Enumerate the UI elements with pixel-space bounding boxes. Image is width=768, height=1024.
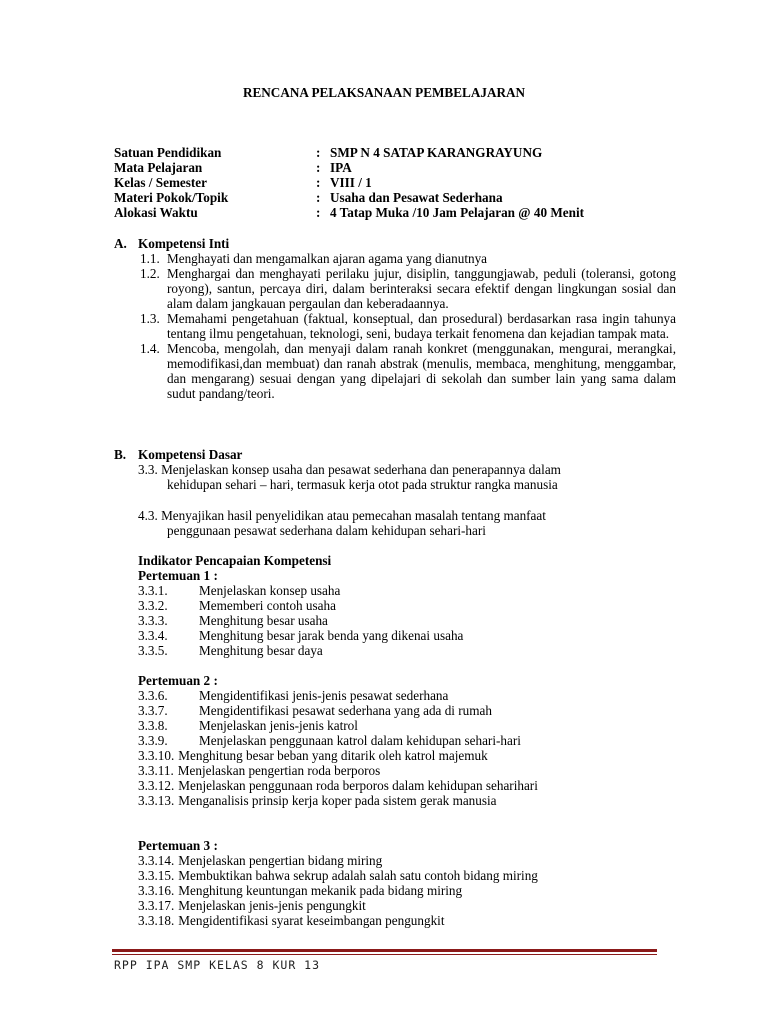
section-title: Kompetensi Dasar [138, 447, 243, 462]
meta-colon: : [316, 205, 321, 220]
indicator-number: 3.3.12. [138, 778, 175, 793]
meta-colon: : [316, 145, 321, 160]
section-heading-kd [114, 447, 242, 462]
indicator-text: Mememberi contoh usaha [199, 598, 336, 613]
meta-label: Alokasi Waktu [114, 205, 198, 220]
section-heading-ki [114, 236, 229, 251]
indicator-text: Menghitung besar beban yang ditarik oleh katrol majemuk [178, 748, 488, 763]
meeting-title: Pertemuan 3 : [138, 838, 218, 853]
kd-line-continued: kehidupan sehari – hari, termasuk kerja otot pada struktur rangka manusia [167, 477, 558, 492]
meta-label: Kelas / Semester [114, 175, 208, 190]
ki-list [140, 251, 676, 401]
kd-item-4-3 [138, 508, 658, 538]
indicator-row [138, 748, 538, 763]
ipk-section [138, 553, 538, 928]
item-text: Menghayati dan mengamalkan ajaran agama yang dianutnya [167, 251, 488, 266]
kd-line: 3.3. Menjelaskan konsep usaha dan pesawat sederhana dan penerapannya dalam [138, 462, 561, 477]
section-letter: B. [114, 447, 127, 462]
item-number: 1.2. [140, 266, 160, 281]
meta-label: Satuan Pendidikan [114, 145, 222, 160]
indicator-number: 3.3.11. [138, 763, 174, 778]
indicator-text: Menjelaskan konsep usaha [199, 583, 341, 598]
indicator-row [138, 913, 538, 928]
indicator-row [138, 898, 538, 913]
page-title: RENCANA PELAKSANAAN PEMBELAJARAN [242, 85, 526, 100]
indicator-number: 3.3.13. [138, 793, 175, 808]
meeting-title: Pertemuan 1 : [138, 568, 218, 583]
indicator-row [138, 883, 538, 898]
indicator-row [138, 763, 538, 778]
indicator-row [138, 598, 538, 613]
meta-row [114, 145, 584, 160]
footer-rule-thin [112, 954, 657, 955]
indicator-number: 3.3.8. [138, 718, 168, 733]
item-text: Memahami pengetahuan (faktual, konseptual, dan prosedural) berdasarkan rasa ingin tahunya tentang ilmu pengetahuan, teknologi, seni, budaya terkait fenomena dan kejadian tampak mata. [167, 311, 676, 341]
indicator-text: Mengidentifikasi syarat keseimbangan pengungkit [178, 913, 445, 928]
meta-label: Materi Pokok/Topik [114, 190, 229, 205]
indicator-row [138, 688, 538, 703]
indicator-text: Menghitung besar daya [199, 643, 323, 658]
kd-item-3-3 [138, 462, 658, 492]
indicator-number: 3.3.4. [138, 628, 168, 643]
meta-label: Mata Pelajaran [114, 160, 203, 175]
indicator-number: 3.3.1. [138, 583, 168, 598]
list-item [140, 311, 676, 341]
spacer [138, 808, 538, 838]
ipk-heading: Indikator Pencapaian Kompetensi [138, 553, 332, 568]
item-number: 1.4. [140, 341, 160, 356]
list-item [140, 341, 676, 401]
item-text: Menghargai dan menghayati perilaku jujur, disiplin, tanggungjawab, peduli (toleransi, gotong royong), santun, percaya diri, dalam berinteraksi secara efektif dengan lingkungan sosial dan alam dalam jangkauan pergaulan dan keberadaannya. [167, 266, 676, 311]
meta-row [114, 205, 584, 220]
indicator-row [138, 733, 538, 748]
indicator-number: 3.3.10. [138, 748, 175, 763]
indicator-row [138, 643, 538, 658]
meta-row [114, 190, 584, 205]
indicator-number: 3.3.3. [138, 613, 168, 628]
list-item [140, 266, 676, 311]
indicator-text: Menjelaskan pengertian roda berporos [177, 763, 381, 778]
indicator-number: 3.3.18. [138, 913, 175, 928]
kd-line: 4.3. Menyajikan hasil penyelidikan atau pemecahan masalah tentang manfaat [138, 508, 546, 523]
indicator-number: 3.3.14. [138, 853, 175, 868]
indicator-text: Menghitung keuntungan mekanik pada bidang miring [178, 883, 463, 898]
indicator-text: Menjelaskan jenis-jenis pengungkit [178, 898, 366, 913]
meta-colon: : [316, 160, 321, 175]
meta-value: VIII / 1 [330, 175, 372, 190]
indicator-number: 3.3.15. [138, 868, 175, 883]
indicator-text: Menjelaskan jenis-jenis katrol [199, 718, 358, 733]
indicator-row [138, 778, 538, 793]
indicator-text: Menjelaskan penggunaan katrol dalam kehidupan sehari-hari [199, 733, 521, 748]
meeting-title: Pertemuan 2 : [138, 673, 218, 688]
indicator-text: Menghitung besar usaha [199, 613, 328, 628]
spacer [138, 658, 538, 673]
meta-value: IPA [330, 160, 352, 175]
kd-line-continued: penggunaan pesawat sederhana dalam kehidupan sehari-hari [167, 523, 486, 538]
identity-table [114, 145, 584, 220]
meta-row [114, 160, 584, 175]
meta-value: SMP N 4 SATAP KARANGRAYUNG [330, 145, 543, 160]
indicator-row [138, 583, 538, 598]
page-footer: RPP IPA SMP KELAS 8 KUR 13 [114, 958, 321, 972]
indicator-number: 3.3.5. [138, 643, 168, 658]
indicator-row [138, 703, 538, 718]
indicator-number: 3.3.17. [138, 898, 175, 913]
indicator-row [138, 793, 538, 808]
indicator-text: Mengidentifikasi pesawat sederhana yang ada di rumah [199, 703, 492, 718]
indicator-number: 3.3.2. [138, 598, 168, 613]
indicator-row [138, 868, 538, 883]
indicator-row [138, 613, 538, 628]
section-letter: A. [114, 236, 127, 251]
footer-rule [112, 949, 657, 952]
indicator-text: Membuktikan bahwa sekrup adalah salah satu contoh bidang miring [178, 868, 538, 883]
item-number: 1.3. [140, 311, 160, 326]
indicator-number: 3.3.6. [138, 688, 168, 703]
indicator-text: Menghitung besar jarak benda yang dikenai usaha [199, 628, 464, 643]
indicator-text: Menganalisis prinsip kerja koper pada sistem gerak manusia [178, 793, 497, 808]
indicator-row [138, 718, 538, 733]
meta-value: 4 Tatap Muka /10 Jam Pelajaran @ 40 Menit [330, 205, 585, 220]
list-item [140, 251, 676, 266]
indicator-text: Menjelaskan pengertian bidang miring [178, 853, 383, 868]
indicator-text: Menjelaskan penggunaan roda berporos dalam kehidupan seharihari [178, 778, 538, 793]
indicator-number: 3.3.9. [138, 733, 168, 748]
indicator-row [138, 853, 538, 868]
indicator-number: 3.3.7. [138, 703, 168, 718]
meta-row [114, 175, 584, 190]
section-title: Kompetensi Inti [138, 236, 230, 251]
indicator-row [138, 628, 538, 643]
item-text: Mencoba, mengolah, dan menyaji dalam ranah konkret (menggunakan, mengurai, merangkai, memodifikasi,dan membuat) dan ranah abstrak (menulis, membaca, menghitung, menggambar, dan mengarang) sesuai dengan yang dipelajari di sekolah dan sumber lain yang sama dalam sudut pandang/teori. [167, 341, 676, 401]
indicator-number: 3.3.16. [138, 883, 175, 898]
indicator-text: Mengidentifikasi jenis-jenis pesawat sederhana [199, 688, 449, 703]
meta-colon: : [316, 190, 321, 205]
meta-value: Usaha dan Pesawat Sederhana [330, 190, 503, 205]
meta-colon: : [316, 175, 321, 190]
item-number: 1.1. [140, 251, 160, 266]
